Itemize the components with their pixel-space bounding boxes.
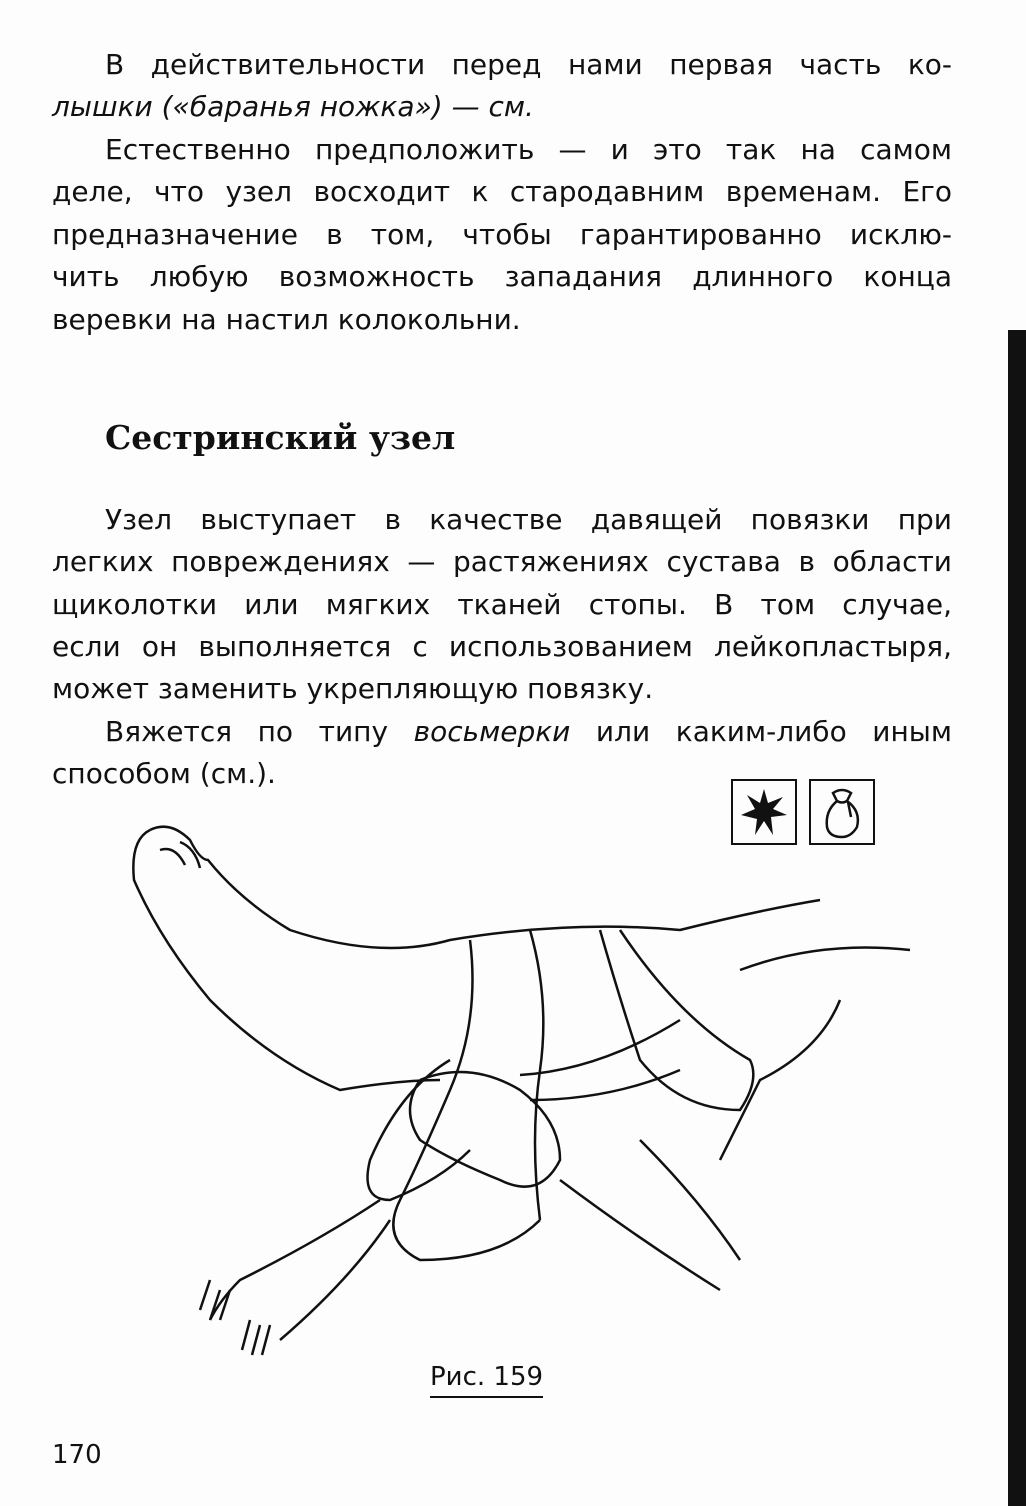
scan-edge [1008,330,1026,1506]
figure-caption: Рис. 159 [430,1362,543,1398]
text-line: Естественно предположить — и это так на самом [105,133,952,166]
text-line: Вяжется по типу восьмерки или каким-либо иным [105,715,952,748]
text-line: чить любую возможность западания длинного конца [52,260,952,293]
text-line: В действительности перед нами первая часть ко- [105,48,952,81]
text-line: легких повреждениях — растяжениях сустава в области [52,545,952,578]
section-heading: Сестринский узел [105,418,456,457]
bandaged-ankle-illustration [120,820,940,1380]
text-line: может заменить укрепляющую повязку. [52,672,654,705]
text-line: лышки («баранья ножка») — см. [52,90,534,123]
page-number: 170 [52,1440,102,1470]
text-line: предназначение в том, чтобы гарантированно исклю- [52,218,952,251]
text-line: Узел выступает в качестве давящей повязки при [105,503,952,536]
text-line: способом (см.). [52,757,276,790]
text-line: веревки на настил колокольни. [52,303,521,336]
text-line: если он выполняется с использованием лейкопластыря, [52,630,952,663]
text-line: щиколотки или мягких тканей стопы. В том случае, [52,588,952,621]
text-line: деле, что узел восходит к стародавним временам. Его [52,175,952,208]
